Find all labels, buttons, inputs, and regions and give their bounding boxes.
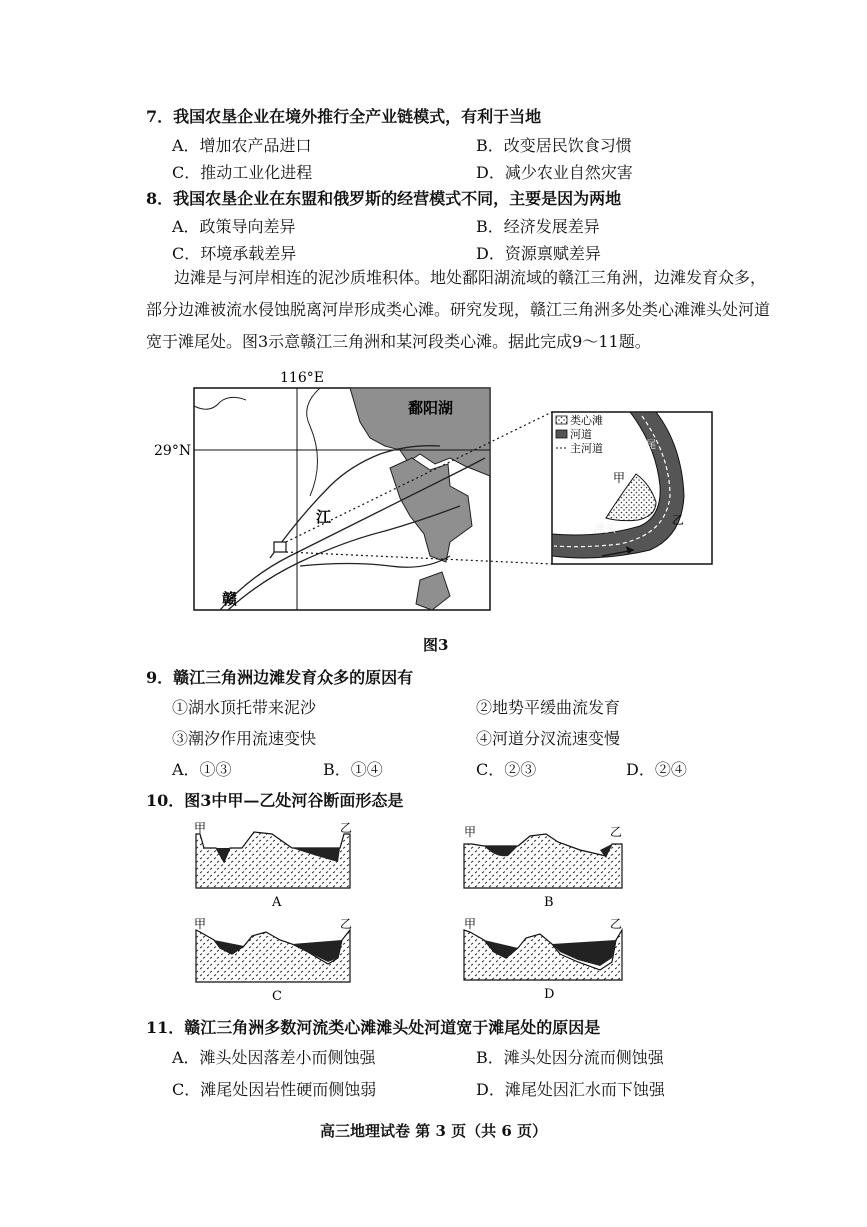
q8-stem: 8．我国农垦企业在东盟和俄罗斯的经营模式不同，主要是因为两地 (146, 189, 622, 208)
lake-label: 鄱阳湖 (408, 399, 454, 417)
q9-option-a[interactable]: A．①③ (172, 760, 232, 779)
inset-label-jia: 甲 (613, 471, 626, 485)
profile-b-jia: 甲 (464, 825, 477, 839)
profile-c-jia: 甲 (194, 918, 207, 931)
latitude-label: 29°N (154, 443, 192, 459)
profile-a-diagram (192, 822, 362, 912)
q11-option-a[interactable]: A．滩头处因落差小而侧蚀强 (172, 1048, 376, 1067)
inset-label-tail: 尾 (646, 440, 656, 451)
q9-option-c[interactable]: C．②③ (476, 760, 537, 779)
inset-marker-box (274, 542, 286, 552)
q7-option-c[interactable]: C．推动工业化进程 (172, 163, 313, 182)
legend-bar-swatch (556, 416, 567, 424)
profile-a-letter: A (272, 895, 282, 910)
profile-c-letter: C (272, 989, 282, 1004)
legend-main-channel-label: 主河道 (570, 442, 603, 455)
q9-option-d[interactable]: D．②④ (626, 760, 687, 779)
intro-line-2: 部分边滩被流水侵蚀脱离河岸形成类心滩。研究发现，赣江三角洲多处类心滩滩头处河道 (146, 300, 771, 319)
q9-stem: 9．赣江三角洲边滩发育众多的原因有 (146, 668, 414, 687)
legend-channel-label: 河道 (570, 428, 592, 441)
q10-stem: 10．图3中甲—乙处河谷断面形态是 (146, 791, 404, 810)
profile-d-diagram (460, 918, 630, 1008)
river-label-gan: 赣 (222, 590, 238, 608)
q8-option-d[interactable]: D．资源禀赋差异 (476, 244, 601, 263)
q9-option-b[interactable]: B．①④ (323, 760, 383, 779)
q8-option-c[interactable]: C．环境承载差异 (172, 244, 297, 263)
profile-d-yi: 乙 (610, 918, 623, 931)
profile-b-diagram (460, 822, 630, 912)
profile-b-letter: B (544, 895, 554, 910)
q7-option-d[interactable]: D．减少农业自然灾害 (476, 163, 633, 182)
river-label-jiang: 江 (316, 508, 332, 526)
q11-option-b[interactable]: B．滩头处因分流而侧蚀强 (476, 1048, 664, 1067)
profile-a-jia: 甲 (194, 822, 207, 835)
q11-option-d[interactable]: D．滩尾处因汇水而下蚀强 (476, 1080, 665, 1099)
profile-c-diagram (192, 918, 362, 1008)
profile-b-yi: 乙 (610, 825, 623, 839)
q9-item-4: ④河道分汊流速变慢 (476, 729, 621, 748)
page-footer: 高三地理试卷 第 3 页（共 6 页） (320, 1122, 547, 1140)
q11-option-c[interactable]: C．滩尾处因岩性硬而侧蚀弱 (172, 1080, 377, 1099)
profile-c-yi: 乙 (340, 918, 353, 931)
q9-item-2: ②地势平缓曲流发育 (476, 698, 621, 717)
intro-line-1: 边滩是与河岸相连的泥沙质堆积体。地处鄱阳湖流域的赣江三角洲，边滩发育众多， (174, 268, 767, 287)
q9-item-3: ③潮汐作用流速变快 (172, 729, 317, 748)
inset-label-head: 滩头 (594, 522, 616, 535)
profile-d-letter: D (544, 987, 555, 1002)
profile-a-yi: 乙 (340, 822, 353, 835)
q7-option-b[interactable]: B．改变居民饮食习惯 (476, 136, 632, 155)
profile-c[interactable] (192, 918, 362, 1012)
inset-label-yi: 乙 (672, 513, 685, 527)
q8-option-a[interactable]: A．政策导向差异 (172, 217, 296, 236)
profile-d[interactable] (460, 918, 630, 1012)
legend-channel-swatch (556, 430, 567, 438)
profile-b[interactable] (460, 822, 630, 916)
q9-item-1: ①湖水顶托带来泥沙 (172, 698, 317, 717)
figure-3-map (150, 366, 720, 626)
profile-d-jia: 甲 (464, 918, 477, 931)
legend-bar-label: 类心滩 (570, 414, 603, 427)
q7-option-a[interactable]: A．增加农产品进口 (172, 136, 312, 155)
profile-a[interactable] (192, 822, 362, 916)
q7-stem: 7．我国农垦企业在境外推行全产业链模式，有利于当地 (146, 107, 542, 126)
longitude-label: 116°E (280, 370, 324, 386)
q11-stem: 11．赣江三角洲多数河流类心滩滩头处河道宽于滩尾处的原因是 (146, 1018, 601, 1037)
figure-3-caption: 图3 (423, 636, 449, 654)
q8-option-b[interactable]: B．经济发展差异 (476, 217, 600, 236)
intro-paragraph (146, 262, 806, 358)
intro-line-3: 宽于滩尾处。图3示意赣江三角洲和某河段类心滩。据此完成9～11题。 (146, 332, 651, 351)
